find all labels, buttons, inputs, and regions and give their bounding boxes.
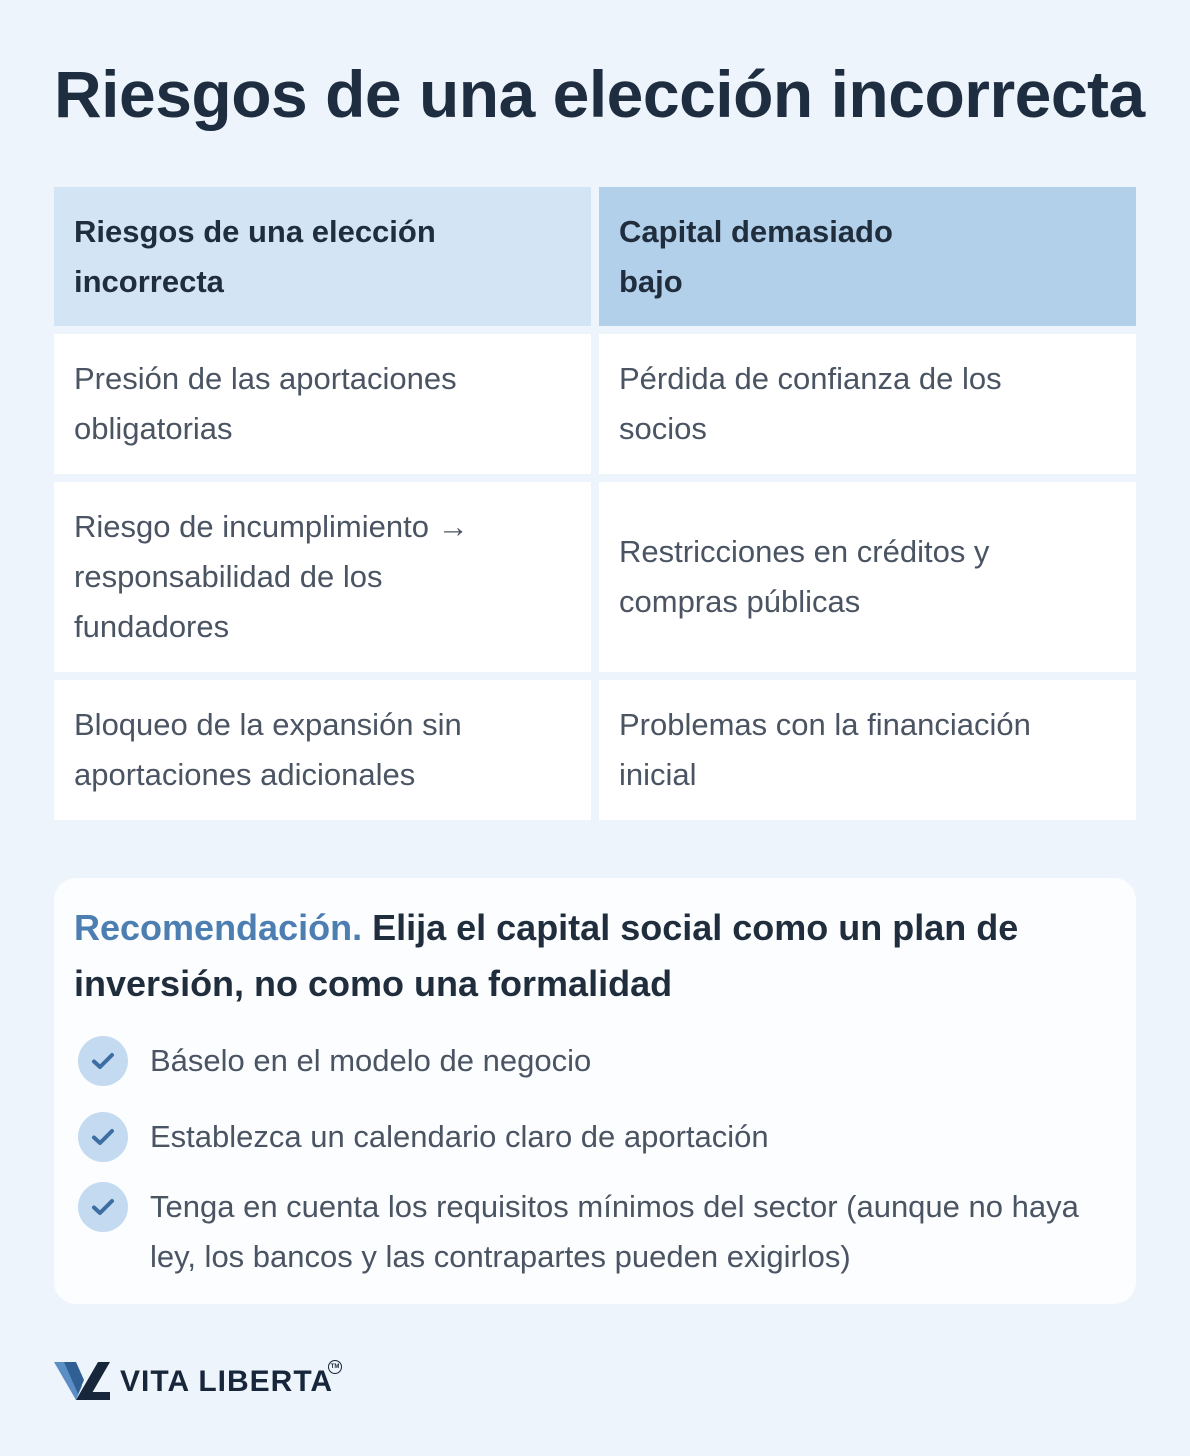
cell-line: fundadores xyxy=(74,609,230,644)
cell-line: Problemas con la financiación xyxy=(619,707,1031,742)
header-line: Riesgos de una elección xyxy=(74,213,436,249)
cell-line: socios xyxy=(619,411,707,446)
list-item xyxy=(74,1182,1116,1282)
brand-name: VITA LIBERTA xyxy=(120,1365,334,1398)
risk-table xyxy=(54,187,1136,820)
cell-line: responsabilidad de los xyxy=(74,559,383,594)
cell-line: Restricciones en créditos y xyxy=(619,534,990,569)
brand xyxy=(54,1358,340,1406)
trademark-mark: TM xyxy=(328,1360,342,1374)
check-icon xyxy=(78,1182,128,1232)
header-line: bajo xyxy=(619,263,683,299)
recommendation-text: Elija el capital social como un plan de inversión, no como una formalidad xyxy=(74,907,1019,1004)
header-line: incorrecta xyxy=(74,263,224,299)
list-item-text: Tenga en cuenta los requisitos mínimos del sector (aunque no haya ley, los bancos y las contrapartes pueden exigirlos) xyxy=(150,1189,1079,1274)
cell-line: inicial xyxy=(619,757,697,792)
list-item xyxy=(74,1112,1116,1162)
table-cell xyxy=(54,680,591,820)
list-item xyxy=(74,1036,1116,1086)
table-cell xyxy=(599,334,1136,474)
cell-line: Presión de las aportaciones xyxy=(74,361,457,396)
cell-line: Riesgo de incumplimiento → xyxy=(74,509,469,544)
vita-liberta-logo-icon xyxy=(54,1360,110,1404)
check-icon xyxy=(78,1036,128,1086)
table-cell xyxy=(599,680,1136,820)
list-item-text: Báselo en el modelo de negocio xyxy=(150,1043,592,1078)
recommendation-heading xyxy=(74,900,1116,1012)
table-cell xyxy=(599,482,1136,672)
table-header-low-capital xyxy=(599,187,1136,326)
cell-line: Bloqueo de la expansión sin xyxy=(74,707,462,742)
page-title: Riesgos de una elección incorrecta xyxy=(54,57,1145,131)
cell-line: compras públicas xyxy=(619,584,861,619)
recommendation-card xyxy=(54,878,1136,1304)
check-icon xyxy=(78,1112,128,1162)
table-cell xyxy=(54,334,591,474)
list-item-text: Establezca un calendario claro de aportación xyxy=(150,1119,769,1154)
recommendation-label: Recomendación. xyxy=(74,907,363,948)
recommendation-list xyxy=(74,1036,1116,1282)
cell-line: aportaciones adicionales xyxy=(74,757,416,792)
table-cell xyxy=(54,482,591,672)
table-header-risks xyxy=(54,187,591,326)
cell-line: Pérdida de confianza de los xyxy=(619,361,1002,396)
cell-line: obligatorias xyxy=(74,411,233,446)
header-line: Capital demasiado xyxy=(619,213,893,249)
